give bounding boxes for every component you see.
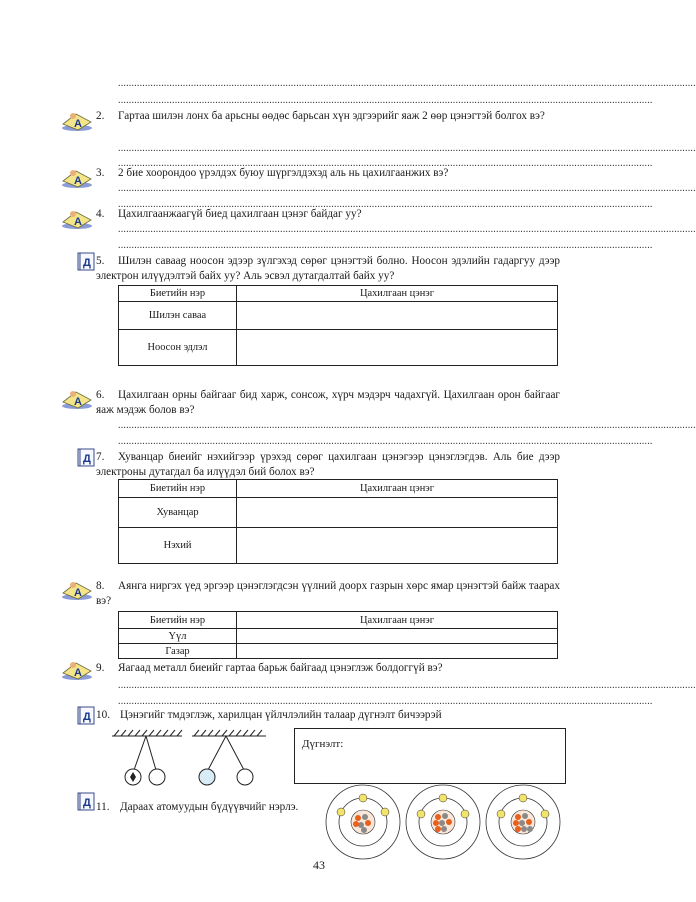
table-cell-charge[interactable] — [237, 330, 558, 366]
svg-text:Д: Д — [83, 797, 91, 809]
reading-person-icon — [60, 657, 94, 681]
reading-person-icon — [60, 206, 94, 230]
ball — [237, 769, 253, 785]
answer-line: ...................................................................................................................................................................................................... — [118, 240, 653, 251]
ball — [149, 769, 165, 785]
table-cell-charge[interactable] — [237, 629, 558, 644]
atom-diagram-1 — [326, 785, 400, 859]
book-d-icon — [77, 792, 95, 812]
table-cell-body: Газар — [119, 644, 237, 659]
svg-text:Д: Д — [83, 711, 91, 723]
page-number: 43 — [313, 858, 325, 872]
atom-diagram-2 — [406, 785, 480, 859]
table-cell-body: Хуванцар — [119, 498, 237, 528]
question-6: 6. Цахилгаан орны байгааг бид харж, сонсож, хүрч мэдэрч чадахгүй. Цахилгаан орон байгааг яаж мэдэж болов вэ? — [96, 389, 560, 416]
answer-line: ...................................................................................................................................................................................................................... — [118, 78, 696, 89]
table-cell-charge[interactable] — [237, 644, 558, 659]
table-cell-body: Шилэн саваа — [119, 302, 237, 330]
svg-text:A: A — [74, 216, 82, 228]
reading-person-icon — [60, 165, 94, 189]
conclusion-box[interactable] — [294, 728, 566, 784]
question-11: 11. Дараах атомуудын бүдүүвчийг нэрлэ. — [96, 801, 299, 813]
atom-diagrams — [318, 786, 568, 858]
table-header-charge: Цахилгаан цэнэг — [237, 286, 558, 302]
table-q8 — [118, 611, 558, 659]
table-header-body: Биетийн нэр — [119, 612, 237, 629]
table-cell-body: Нэхий — [119, 528, 237, 564]
atom-diagram-3 — [486, 785, 560, 859]
svg-text:Д: Д — [83, 453, 91, 465]
table-cell-charge[interactable] — [237, 498, 558, 528]
question-7: 7. Хуванцар биеийг нэхийгээр үрэхэд сөрөг цахилгаан цэнэгээр цэнэглэгдэв. Аль бие дээр электроны дутагдал ба илүүдэл бий болох вэ? — [96, 451, 560, 478]
ball — [199, 769, 215, 785]
answer-line: ...................................................................................................................................................................................................... — [118, 199, 653, 210]
answer-line: ...................................................................................................................................................................................................................... — [118, 224, 696, 235]
answer-line: ...................................................................................................................................................................................................... — [118, 158, 653, 169]
table-header-body: Биетийн нэр — [119, 286, 237, 302]
book-d-icon — [77, 252, 95, 272]
answer-line: ...................................................................................................................................................................................................................... — [118, 143, 696, 154]
table-cell-charge[interactable] — [237, 528, 558, 564]
table-cell-body: Ноосон эдлэл — [119, 330, 237, 366]
answer-line: ...................................................................................................................................................................................................... — [118, 696, 653, 707]
question-4: 4. Цахилгаанжаагүй биед цахилгаан цэнэг байдаг уу? — [96, 208, 362, 220]
question-9: 9. Яагаад металл биеийг гартаа барьж байгаад цэнэглэж болдоггүй вэ? — [96, 662, 443, 674]
answer-line: ...................................................................................................................................................................................................................... — [118, 183, 696, 194]
answer-line: ...................................................................................................................................................................................................... — [118, 95, 653, 106]
svg-text:A: A — [74, 118, 82, 130]
svg-text:A: A — [74, 587, 82, 599]
table-header-charge: Цахилгаан цэнэг — [237, 480, 558, 498]
question-10: 10. Цэнэгийг тмдэглэж, харилцан үйлчлэлийн талаар дүгнэлт бичээрэй — [96, 709, 442, 721]
book-d-icon — [77, 706, 95, 726]
conclusion-label: Дүгнэлт: — [302, 738, 344, 750]
table-q5 — [118, 285, 558, 366]
table-header-charge: Цахилгаан цэнэг — [237, 612, 558, 629]
answer-line: ...................................................................................................................................................................................................................... — [118, 420, 696, 431]
reading-person-icon — [60, 577, 94, 601]
answer-line: ...................................................................................................................................................................................................................... — [118, 680, 696, 691]
question-3: 3. 2 бие хоорондоо үрэлдэх буюу шүргэлдэхэд аль нь цахилгаанжих вэ? — [96, 167, 449, 179]
question-8: 8. Аянга ниргэх үед эргээр цэнэглэгдсэн үүлний доорх газрын хөрс ямар цэнэгтэй байж таарах вэ? — [96, 580, 560, 607]
answer-line: ...................................................................................................................................................................................................... — [118, 436, 653, 447]
table-cell-charge[interactable] — [237, 302, 558, 330]
svg-text:A: A — [74, 175, 82, 187]
book-d-icon — [77, 448, 95, 468]
table-header-body: Биетийн нэр — [119, 480, 237, 498]
pendulum-diagram — [110, 730, 280, 790]
svg-text:Д: Д — [83, 257, 91, 269]
table-cell-body: Үүл — [119, 629, 237, 644]
reading-person-icon — [60, 386, 94, 410]
question-2: 2. Гартаа шилэн лонх ба арьсны өөдөс барьсан хүн эдгээрийг яаж 2 өөр цэнэгтэй болгох вэ? — [96, 110, 545, 122]
svg-text:A: A — [74, 667, 82, 679]
svg-text:A: A — [74, 396, 82, 408]
reading-person-icon — [60, 108, 94, 132]
table-q7 — [118, 479, 558, 564]
question-5: 5. Шилэн саваag ноосон эдээр зүлгэхэд сөрөг цэнэгтэй болно. Ноосон эдэлийн гадаргуу дээр электрон илүүдэлтэй байх уу? Аль эсвэл дутагдалтай байх уу? — [96, 255, 560, 282]
